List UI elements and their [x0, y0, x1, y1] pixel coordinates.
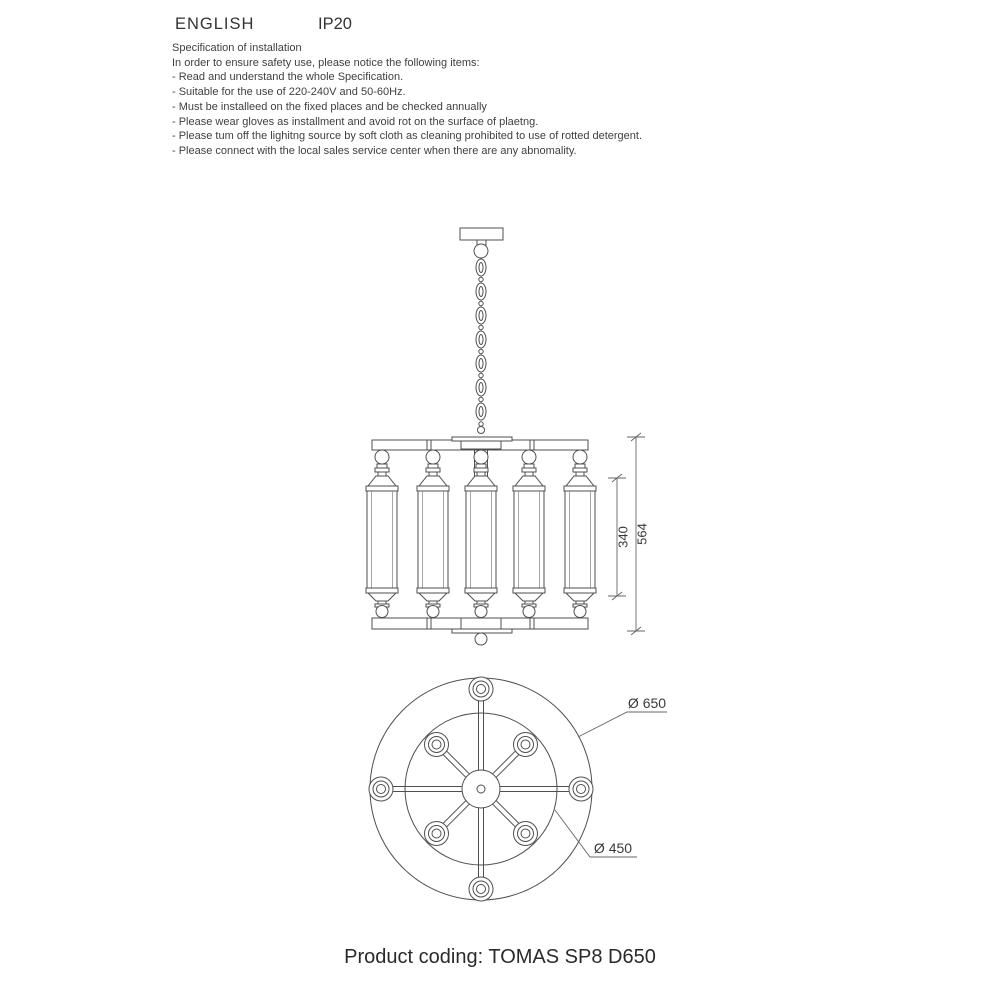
lamp-socket [514, 822, 538, 846]
center-hub [462, 770, 500, 808]
spec-intro: In order to ensure safety use, please notice the following items: [172, 56, 480, 69]
top-view [369, 677, 667, 901]
lamp-socket [469, 677, 493, 701]
spec-item: - Must be installeed on the fixed places and be checked annually [172, 100, 487, 113]
lamp-socket [425, 733, 449, 757]
product-coding: Product coding: TOMAS SP8 D650 [344, 946, 656, 968]
lamp-socket [514, 733, 538, 757]
diameter-450-callout [555, 810, 637, 857]
glass-cylinder [513, 450, 545, 618]
spec-item: - Please connect with the local sales service center when there are any abnomality. [172, 144, 577, 157]
spec-item: - Read and understand the whole Specification. [172, 71, 404, 84]
lamp-socket [469, 877, 493, 901]
ip-rating-label: IP20 [318, 15, 352, 33]
glass-cylinder [417, 450, 449, 618]
lamp-socket [369, 777, 393, 801]
language-label: ENGLISH [175, 15, 255, 33]
spec-item: - Please tum off the lighitng source by soft cloth as cleaning prohibited to use of rotted detergent. [172, 130, 643, 143]
ceiling-canopy [460, 228, 503, 258]
spec-item: - Suitable for the use of 220-240V and 50-60Hz. [172, 86, 406, 99]
diameter-650-callout [578, 695, 667, 737]
hanging-ring [474, 244, 488, 258]
lamp-socket [425, 822, 449, 846]
lamp-socket [569, 777, 593, 801]
side-view [366, 228, 650, 645]
diameter-450-label: Ø 450 [593, 840, 633, 856]
dim-340-label: 340 [615, 526, 631, 548]
dimension-shade-height [608, 474, 631, 600]
spec-title: Specification of installation [172, 42, 302, 54]
diameter-650-label: Ø 650 [627, 695, 667, 711]
dim-564-label: 564 [634, 523, 650, 545]
suspension-chain [476, 259, 486, 426]
spec-item: - Please wear gloves as installment and avoid rot on the surface of plaetng. [172, 115, 539, 128]
glass-cylinder [564, 450, 596, 618]
glass-cylinder [366, 450, 398, 618]
glass-cylinder [465, 450, 497, 618]
